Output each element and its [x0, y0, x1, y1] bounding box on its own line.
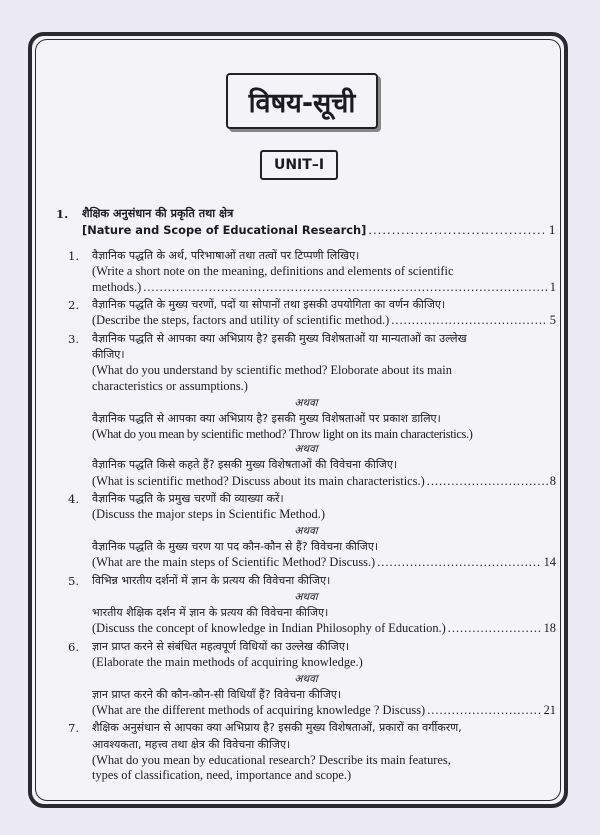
- question-entry-5[interactable]: [56, 573, 556, 589]
- question-english: (Describe the steps, factors and utility of scientific method.): [92, 313, 390, 328]
- question-hindi: वैज्ञानिक पद्धति के मुख्य चरणों, पदों या सोपानों तथा इसकी उपयोगिता का वर्णन कीजिए।: [92, 298, 446, 312]
- leader-dots: [427, 703, 541, 719]
- leader-dots: [391, 313, 548, 329]
- alternative-english: (What is scientific method? Discuss about its main characteristics.): [92, 473, 425, 488]
- page-number: 14: [543, 555, 556, 570]
- question-number: 4.: [68, 492, 80, 507]
- page-number: 18: [543, 621, 556, 636]
- page-title: विषय-सूची: [226, 73, 378, 129]
- question-entry-6[interactable]: [56, 639, 556, 671]
- alternative-divider: अथवा: [294, 443, 318, 456]
- question-entry-3[interactable]: [56, 331, 556, 395]
- question-hindi: वैज्ञानिक पद्धति से आपका क्या अभिप्राय है? इसकी मुख्य विशेषताओं या मान्यताओं का उल्लेख: [92, 331, 467, 345]
- question-number: 3.: [68, 331, 80, 346]
- alternative-divider: अथवा: [294, 396, 318, 409]
- question-hindi-cont: आवश्यकता, महत्त्व तथा क्षेत्र की विवेचना कीजिए।: [92, 737, 291, 751]
- question-hindi-cont: कीजिए।: [92, 348, 125, 362]
- table-of-contents: [56, 206, 556, 786]
- alternative-entry[interactable]: [56, 687, 556, 719]
- alternative-hindi: वैज्ञानिक पद्धति के मुख्य चरण या पद कौन-कौन से हैं? विवेचना कीजिए।: [92, 539, 379, 553]
- question-number: 1.: [68, 248, 80, 263]
- question-entry-7[interactable]: [56, 720, 556, 784]
- chapter-number: 1.: [56, 207, 69, 221]
- question-hindi: विभिन्न भारतीय दर्शनों में ज्ञान के प्रत्यय की विवेचना कीजिए।: [92, 573, 331, 587]
- alternative-hindi: वैज्ञानिक पद्धति से आपका क्या अभिप्राय है? इसकी मुख्य विशेषताओं पर प्रकाश डालिए।: [92, 411, 441, 425]
- question-english: (Elaborate the main methods of acquiring knowledge.): [92, 654, 363, 669]
- alternative-hindi: ज्ञान प्राप्त करने की कौन-कौन-सी विधियाँ हैं? विवेचना कीजिए।: [92, 687, 342, 701]
- alternative-entry[interactable]: [56, 457, 556, 489]
- leader-dots: [368, 222, 546, 238]
- page-border: [28, 32, 568, 808]
- alternative-divider: अथवा: [294, 672, 318, 685]
- question-number: 2.: [68, 298, 80, 313]
- leader-dots: [448, 621, 542, 637]
- question-english: (What do you understand by scientific method? Eloborate about its main: [92, 363, 452, 378]
- page-number: 1: [549, 279, 556, 294]
- question-number: 7.: [68, 721, 80, 736]
- alternative-divider: अथवा: [294, 590, 318, 603]
- question-entry-2[interactable]: [56, 297, 556, 329]
- question-english-cont: types of classification, need, importance and scope.): [92, 768, 352, 783]
- question-english: (Write a short note on the meaning, definitions and elements of scientific: [92, 264, 454, 278]
- question-english: (What do you mean by educational research? Describe its main features,: [92, 752, 451, 767]
- page-number: 21: [543, 702, 556, 717]
- leader-dots: [427, 474, 548, 490]
- alternative-english: (What are the main steps of Scientific Method? Discuss.): [92, 555, 376, 570]
- alternative-entry[interactable]: [56, 605, 556, 637]
- question-hindi: वैज्ञानिक पद्धति के प्रमुख चरणों की व्याख्या करें।: [92, 492, 284, 506]
- question-entry-1[interactable]: [56, 248, 556, 295]
- question-english-cont: characteristics or assumptions.): [92, 378, 248, 393]
- alternative-english: (What are the different methods of acquiring knowledge ? Discuss): [92, 702, 426, 717]
- question-number: 5.: [68, 573, 80, 588]
- page-number: 1: [548, 223, 556, 238]
- leader-dots: [377, 555, 541, 571]
- alternative-entry[interactable]: [56, 411, 556, 443]
- alternative-divider: अथवा: [294, 524, 318, 537]
- question-hindi: वैज्ञानिक पद्धति के अर्थ, परिभाषाओं तथा तत्वों पर टिप्पणी लिखिए।: [92, 248, 360, 262]
- question-entry-4[interactable]: [56, 491, 556, 523]
- question-hindi: ज्ञान प्राप्त करने से संबंधित महत्वपूर्ण विधियों का उल्लेख कीजिए।: [92, 639, 350, 653]
- question-hindi: शैक्षिक अनुसंधान से आपका क्या अभिप्राय है? इसकी मुख्य विशेषताओं, प्रकारों का वर्गीकरण,: [92, 721, 462, 735]
- chapter-title-english: [Nature and Scope of Educational Research]: [82, 223, 367, 238]
- alternative-english: (What do you mean by scientific method? Throw light on its main characteristics.): [92, 426, 473, 441]
- question-english: (Discuss the major steps in Scientific Method.): [92, 507, 325, 522]
- alternative-hindi: भारतीय शैक्षिक दर्शन में ज्ञान के प्रत्यय की विवेचना कीजिए।: [92, 605, 329, 619]
- leader-dots: [143, 280, 548, 296]
- alternative-entry[interactable]: [56, 539, 556, 571]
- page-number: 8: [549, 473, 556, 488]
- page-number: 5: [549, 313, 556, 328]
- chapter-title-hindi: शैक्षिक अनुसंधान की प्रकृति तथा क्षेत्र: [82, 207, 234, 220]
- alternative-hindi: वैज्ञानिक पद्धति किसे कहते हैं? इसकी मुख्य विशेषताओं की विवेचना कीजिए।: [92, 458, 398, 472]
- unit-heading: UNIT–I: [260, 150, 338, 180]
- question-english-cont: methods.): [92, 279, 142, 294]
- alternative-english: (Discuss the concept of knowledge in Indian Philosophy of Education.): [92, 621, 446, 636]
- chapter-entry[interactable]: [56, 206, 556, 239]
- question-number: 6.: [68, 639, 80, 654]
